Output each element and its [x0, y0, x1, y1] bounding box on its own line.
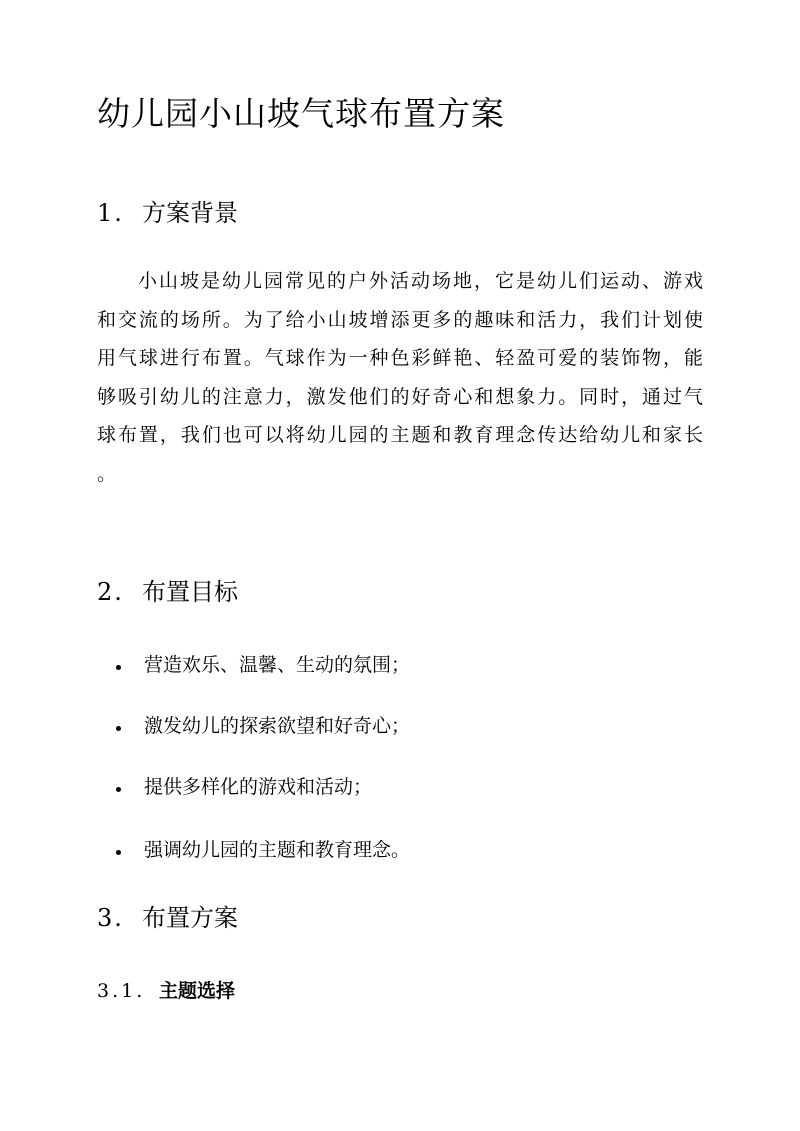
list-item-text: 提供多样化的游戏和活动；	[144, 776, 373, 798]
paragraph-line: 用气球进行布置。气球作为一种色彩鲜艳、轻盈可爱的装饰物，能	[97, 347, 703, 370]
bullet-icon	[116, 665, 121, 670]
section-title: 布置方案	[142, 904, 238, 932]
section-heading-plan	[97, 906, 238, 930]
paragraph-line: 小山坡是幼儿园常见的户外活动场地，它是幼儿们运动、游戏	[138, 270, 703, 292]
paragraph-line: 。	[97, 462, 117, 485]
section-heading-goals	[97, 580, 238, 604]
subsection-number: 3.1.	[97, 980, 146, 1002]
section-number: 1.	[97, 199, 124, 227]
background-paragraph	[97, 262, 703, 494]
list-item-text: 营造欢乐、温馨、生动的氛围；	[144, 654, 411, 676]
bullet-icon	[116, 726, 121, 731]
section-number: 3.	[97, 904, 124, 932]
paragraph-line: 和交流的场所。为了给小山坡增添更多的趣味和活力，我们计划使	[97, 308, 703, 331]
section-number: 2.	[97, 578, 124, 606]
subsection-heading-theme	[97, 982, 235, 1001]
section-heading-background	[97, 201, 238, 225]
paragraph-line: 够吸引幼儿的注意力，激发他们的好奇心和想象力。同时，通过气	[97, 385, 703, 408]
section-title: 方案背景	[142, 199, 238, 227]
paragraph-line: 球布置，我们也可以将幼儿园的主题和教育理念传达给幼儿和家长	[97, 424, 703, 447]
list-item-text: 激发幼儿的探索欲望和好奇心；	[144, 715, 411, 737]
bullet-icon	[116, 787, 121, 792]
list-item-text: 强调幼儿园的主题和教育理念。	[144, 839, 411, 861]
document-title: 幼儿园小山坡气球布置方案	[97, 94, 505, 133]
bullet-icon	[116, 850, 121, 855]
section-title: 布置目标	[142, 578, 238, 606]
subsection-title: 主题选择	[159, 980, 236, 1002]
